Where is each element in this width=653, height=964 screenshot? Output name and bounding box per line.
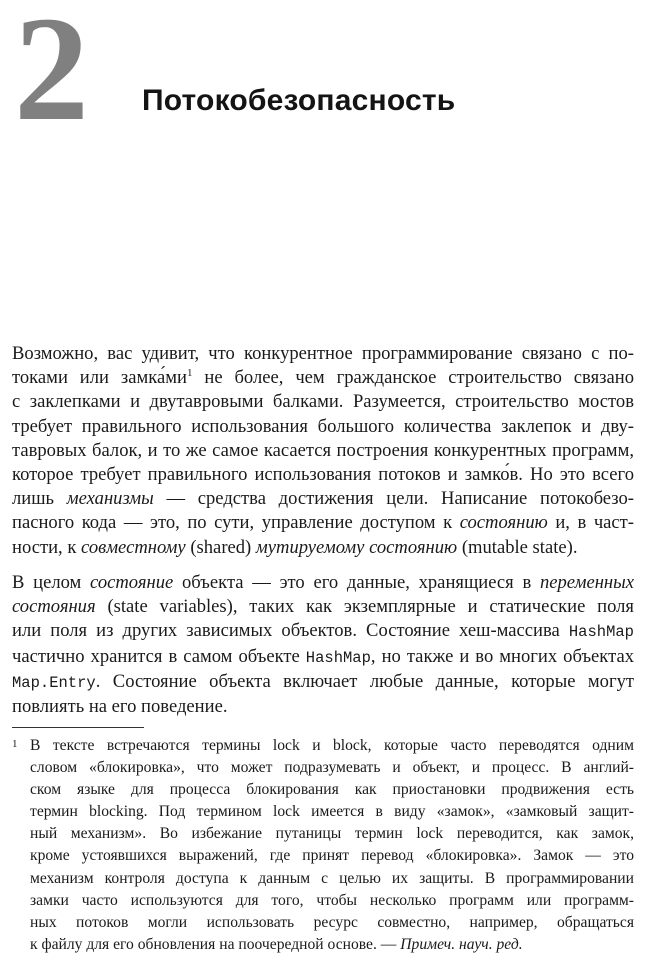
code-term: Map.Entry <box>12 673 96 692</box>
footnote-line: механизм контроля доступа к данным с целью их защиты. В программировании <box>30 869 634 887</box>
footnote-line: кроме устоявшихся выражений, где принят перевод «блокировка». Замок — это <box>30 847 634 865</box>
paragraph-line: которое требует правильного использования потоков и замко́в. Но это всего <box>12 464 634 486</box>
paragraph-line: частично хранится в самом объекте HashMap, но также и во многих объектах <box>12 645 634 667</box>
footnote-line: к файлу для его обновления на поочередной основе. — Примеч. науч. ред. <box>30 935 523 953</box>
chapter-number: 2 <box>14 0 89 152</box>
paragraph-2 <box>12 571 634 719</box>
paragraph-line: состояния (state variables), таких как экземплярные и статические поля <box>12 596 634 618</box>
paragraph-line: повлиять на его поведение. <box>12 696 228 718</box>
paragraph-1 <box>12 342 634 560</box>
paragraph-line: Возможно, вас удивит, что конкурентное программирование связано с по- <box>12 343 634 364</box>
paragraph-line: ности, к совместному (shared) мутируемому состоянию (mutable state). <box>12 536 578 558</box>
paragraph-line: тавровых балок, и то же самое касается построения конкурентных программ, <box>12 439 634 461</box>
footnote-line: словом «блокировка», что может подразумевать и объект, и процесс. В англий- <box>30 759 634 777</box>
footnote-line: замки часто используются для того, чтобы несколько программ или программ- <box>30 891 634 909</box>
footnote-reference[interactable]: 1 <box>186 367 193 380</box>
paragraph-line: лишь механизмы — средства достижения цели. Написание потокобезо- <box>12 488 634 510</box>
footnote-line: ных потоков могли использовать ресурс совместно, например, обращаться <box>30 913 634 931</box>
footnote-line: ный механизм». Во избежание путаницы термин lock переводится, как замок, <box>30 825 634 843</box>
paragraph-line: с заклепками и двутавровыми балками. Разумеется, строительство мостов <box>12 391 634 413</box>
footnote-line: 1 В тексте встречаются термины lock и block, которые часто переводятся одним <box>12 733 634 757</box>
code-term: HashMap <box>305 648 371 667</box>
footnote <box>12 733 634 956</box>
code-term: HashMap <box>568 623 634 642</box>
paragraph-line: В целом состояние объекта — это его данные, хранящиеся в переменных <box>12 572 635 593</box>
paragraph-line: пасного кода — это, по сути, управление доступом к состоянию и, в част- <box>12 512 634 534</box>
chapter-title: Потокобезопасность <box>142 84 456 117</box>
footnote-mark: 1 <box>12 738 18 750</box>
paragraph-line: токами или $замка́ми^1$ не более, чем гражданское строительство связано <box>12 367 634 389</box>
paragraph-line: требует правильного использования большого количества заклепок и дву- <box>12 415 634 437</box>
footnote-line: ском языке для процесса блокирования как приостановки продвижения есть <box>30 781 634 799</box>
paragraph-line: Map.Entry. Состояние объекта включает любые данные, которые могут <box>12 670 634 692</box>
footnote-divider <box>12 727 144 728</box>
paragraph-line: или поля из других зависимых объектов. Состояние хеш-массива HashMap <box>12 620 634 642</box>
footnote-line: термин blocking. Под термином lock имеется в виду «замок», «замковый защит- <box>30 803 634 821</box>
